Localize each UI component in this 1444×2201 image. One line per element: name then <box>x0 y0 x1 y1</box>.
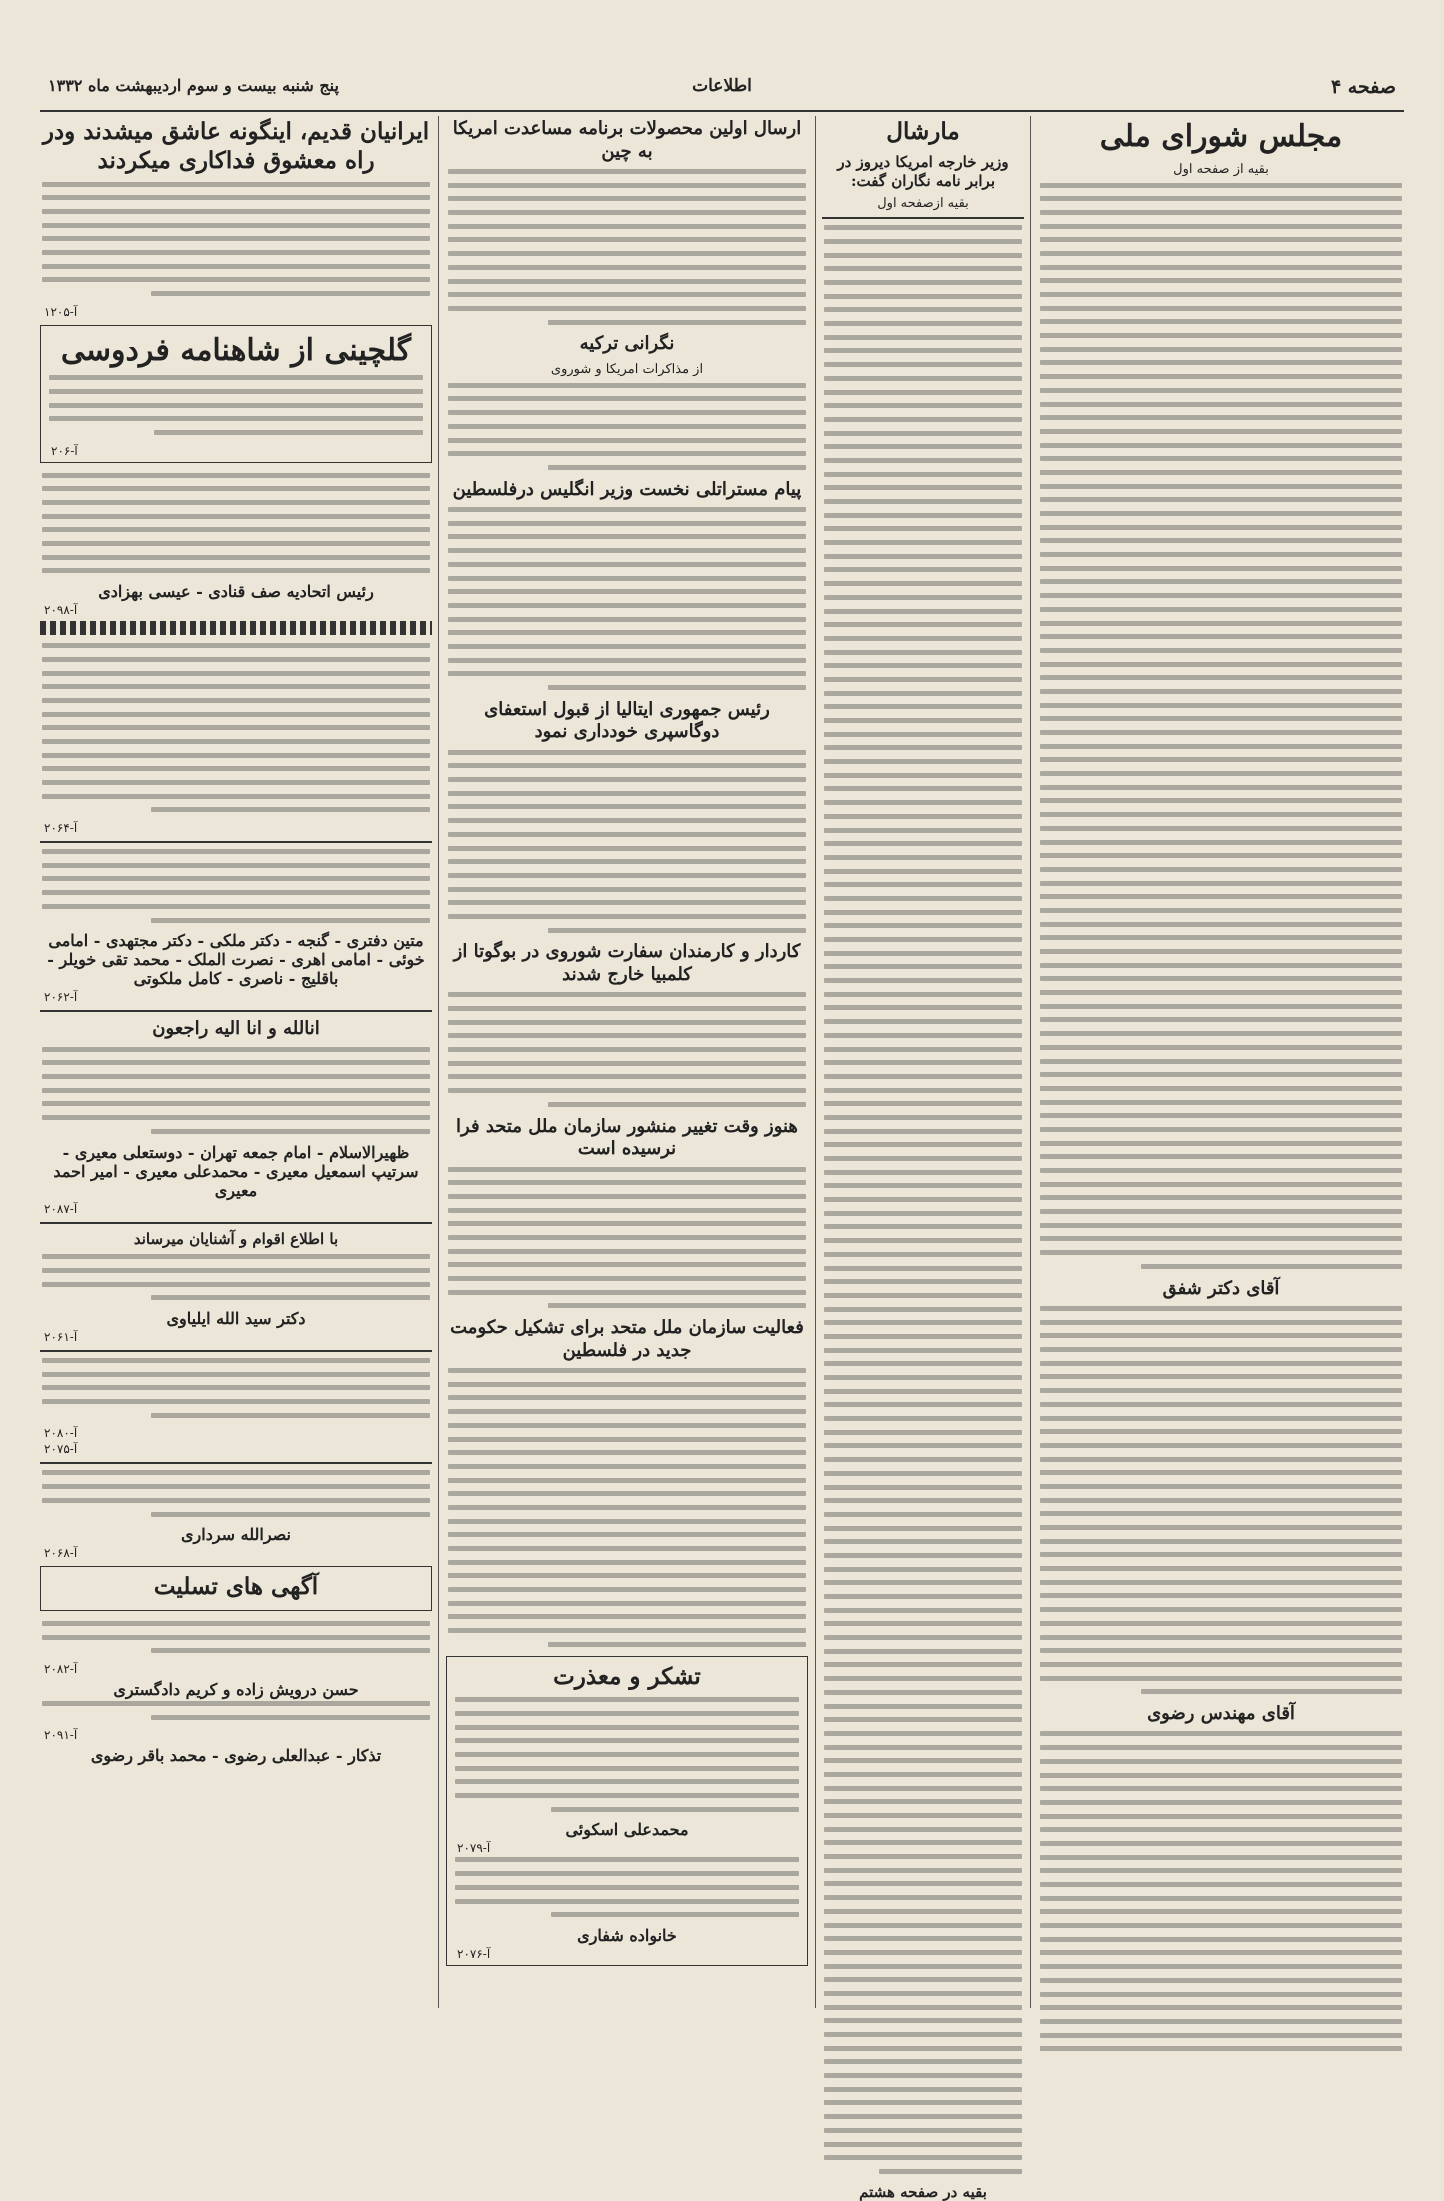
headline-ancient-iranians: ایرانیان قدیم، اینگونه عاشق میشدند ودر راه معشوق فداکاری میکردند <box>42 118 430 174</box>
sardari-signature: نصرالله سرداری <box>181 1525 291 1545</box>
notice-body <box>42 1621 430 1653</box>
notice-code: آ-۲۰۷۶ <box>457 1946 491 1961</box>
condolence-signature: حسن درویش زاده و کریم دادگستری <box>113 1680 359 1699</box>
divider <box>40 1462 432 1464</box>
divider <box>40 1010 432 1012</box>
condolence-box <box>40 1566 432 1611</box>
article-body <box>448 992 806 1107</box>
notice-code: آ-۲۰۹۱ <box>44 1728 78 1743</box>
article-body <box>448 1167 806 1309</box>
article-body <box>448 383 806 470</box>
union-signature: رئیس اتحادیه صف قنادی - عیسی بهزادی <box>98 582 374 602</box>
newspaper-name: اطلاعات <box>692 76 752 96</box>
notice-body <box>42 1358 430 1418</box>
masthead <box>40 70 1404 112</box>
thanks-notice <box>446 1656 808 1966</box>
headline-un-palestine: فعالیت سازمان ملل متحد برای تشکیل حکومت جدید در فلسطین <box>450 1317 804 1361</box>
article-body <box>448 1368 806 1647</box>
subhead-turkey: از مذاکرات امریکا و شوروی <box>550 361 704 377</box>
thanks-signature-2: خانواده شفاری <box>577 1925 677 1945</box>
article-body <box>42 182 430 297</box>
notice-body <box>42 1701 430 1720</box>
column-2 <box>822 116 1024 2201</box>
condolence-signature-2: تذکار - عبدالعلی رضوی - محمد باقر رضوی <box>90 1746 382 1766</box>
column-rule <box>815 116 816 2008</box>
headline-un-charter: هنوز وقت تغییر منشور سازمان ملل متحد فرا نرسیده است <box>456 1115 798 1159</box>
column-3 <box>446 116 808 2008</box>
notice-code: آ-۲۰۸۰ <box>44 1426 78 1441</box>
headline-turkey: نگرانی ترکیه <box>579 333 675 355</box>
divider <box>40 1350 432 1352</box>
headline-palestine-message: پیام مستراتلی نخست وزیر انگلیس درفلسطین <box>452 478 802 500</box>
divider <box>822 217 1024 219</box>
notice-code: آ-۲۰۷۹ <box>457 1841 491 1856</box>
headline-china-aid: ارسال اولین محصولات برنامه مساعدت امریکا به چین <box>452 118 802 162</box>
article-body <box>448 750 806 933</box>
subhead-marshall: وزیر خارجه امریکا دیروز در برابر نامه نگاران گفت: <box>837 152 1009 190</box>
relatives-notice-signature: دکتر سید الله ایلیاوی <box>166 1309 306 1328</box>
issue-date: پنج شنبه بیست و سوم اردیبهشت ماه ۱۳۳۲ <box>48 76 339 95</box>
divider <box>40 841 432 843</box>
page-number: صفحه ۴ <box>1330 76 1396 98</box>
condolence-heading: آگهی های تسلیت <box>153 1573 319 1601</box>
notice-code: آ-۲۰۶۴ <box>44 821 78 836</box>
article-body <box>448 169 806 325</box>
article-body <box>1040 1731 1402 2051</box>
headline-marshall: مارشال <box>886 118 960 145</box>
subhead-dr-shafagh: آقای دکتر شفق <box>1162 1277 1280 1299</box>
divider <box>40 1222 432 1224</box>
subhead-mohandes-razavi: آقای مهندس رضوی <box>1147 1702 1295 1724</box>
continued-note: بقیه از صفحه اول <box>1173 161 1269 177</box>
notice-body <box>42 643 430 812</box>
headline-italy: رئیس جمهوری ایتالیا از قبول استعفای دوگاسپری خودداری نمود <box>484 698 770 743</box>
notice-body <box>42 849 430 922</box>
relatives-notice-heading: با اطلاع اقوام و آشنایان میرساند <box>133 1229 339 1248</box>
shahnameh-box <box>40 325 432 463</box>
article-body <box>1040 183 1402 1269</box>
notice-code: آ-۲۰۶۲ <box>44 990 78 1005</box>
notice-code: آ-۲۰۷۵ <box>44 1442 78 1457</box>
notice-code: آ-۲۰۸۷ <box>44 1201 78 1216</box>
notice-code: آ-۲۰۶۸ <box>44 1546 78 1561</box>
headline-majlis: مجلس شورای ملی <box>1099 119 1343 154</box>
notice-body <box>42 1470 430 1516</box>
notice-code: آ-۱۲۰۵ <box>44 304 78 319</box>
mourning-names: ظهیرالاسلام - امام جمعه تهران - دوستعلی معیری - سرتیپ اسمعیل معیری - محمدعلی معیری - امیر احمد معیری <box>53 1142 419 1200</box>
divider-stripe <box>40 621 432 635</box>
notice-body <box>455 1697 799 1812</box>
notice-body <box>49 375 423 435</box>
column-4 <box>40 116 432 2008</box>
notice-body <box>42 473 430 574</box>
shahnameh-heading: گلچینی از شاهنامه فردوسی <box>60 332 412 368</box>
notice-body <box>42 1047 430 1134</box>
headline-bogota: کاردار و کارمندان سفارت شوروی در بوگوتا از کلمبیا خارج شدند <box>453 941 801 985</box>
notice-code: آ-۲۰۶ <box>51 443 78 458</box>
notice-body <box>455 1857 799 1917</box>
article-body <box>448 507 806 690</box>
column-rule <box>438 116 439 2008</box>
notice-code: آ-۲۰۸۲ <box>44 1662 78 1676</box>
notice-code: آ-۲۰۶۱ <box>44 1330 78 1344</box>
notice-body <box>42 1254 430 1300</box>
column-1 <box>1038 116 1404 2008</box>
notice-code: آ-۲۰۹۸ <box>44 603 78 618</box>
mourning-heading: انالله و انا الیه راجعون <box>152 1018 320 1040</box>
article-body <box>1040 1306 1402 1694</box>
names-signature: متین دفتری - گنجه - دکتر ملکی - دکتر مجتهدی - امامی خوئی - امامی اهری - نصرت الملک - محمد تقی خویلر - باقلیج - ناصری - کامل ملکوتی <box>47 931 425 989</box>
thanks-signature-1: محمدعلی اسکوئی <box>565 1820 689 1840</box>
column-rule <box>1030 116 1031 2008</box>
article-body <box>824 225 1022 2174</box>
continued-note: بقیه ازصفحه اول <box>877 196 969 212</box>
continued-footer: بقیه در صفحه هشتم <box>859 2182 987 2201</box>
thanks-heading: تشکر و معذرت <box>553 1662 701 1690</box>
